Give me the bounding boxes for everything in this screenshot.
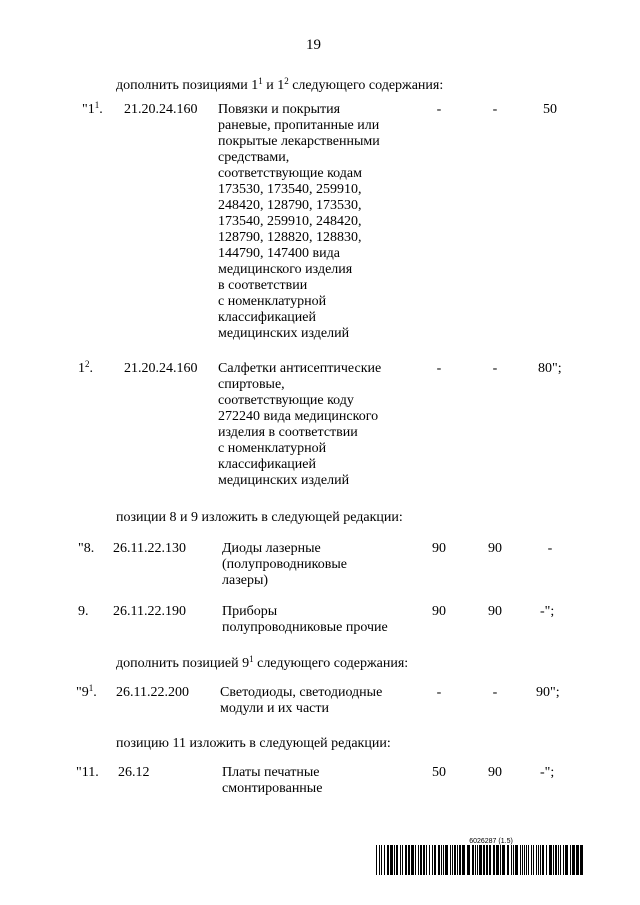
barcode-bar bbox=[555, 845, 557, 875]
row-number: "11. bbox=[76, 765, 99, 780]
barcode-bar bbox=[426, 845, 427, 875]
barcode-bar bbox=[580, 845, 583, 875]
barcode-bar bbox=[570, 845, 571, 875]
barcode-bar bbox=[390, 845, 393, 875]
barcode-bar bbox=[450, 845, 451, 875]
description-line: средствами, bbox=[218, 150, 290, 165]
barcode-bar bbox=[560, 845, 561, 875]
description-line: (полупроводниковые bbox=[222, 557, 347, 572]
description-line: классификацией bbox=[218, 310, 316, 325]
barcode-bar bbox=[489, 845, 491, 875]
barcode-bar bbox=[434, 845, 436, 875]
barcode-bar bbox=[462, 845, 465, 875]
barcode-icon bbox=[376, 845, 586, 875]
description-line: медицинских изделий bbox=[218, 473, 350, 488]
row-value-2: - bbox=[492, 102, 498, 117]
barcode-bar bbox=[542, 845, 544, 875]
description-line: 144790, 147400 вида bbox=[218, 246, 340, 261]
row-code: 26.11.22.190 bbox=[113, 604, 186, 619]
row-value-2: - bbox=[492, 685, 498, 700]
row-code: 26.12 bbox=[118, 765, 150, 780]
row-description bbox=[220, 685, 382, 717]
row-value-2: - bbox=[492, 361, 498, 376]
barcode-bar bbox=[452, 845, 453, 875]
barcode-bar bbox=[576, 845, 579, 875]
description-line: лазеры) bbox=[222, 573, 269, 588]
row-value-2: 90 bbox=[488, 541, 502, 556]
barcode-bar bbox=[531, 845, 532, 875]
row-value-3: -"; bbox=[540, 604, 555, 619]
barcode-bar bbox=[415, 845, 416, 875]
section-intro-position-11: позицию 11 изложить в следующей редакции: bbox=[116, 736, 391, 751]
row-value-1: - bbox=[436, 685, 442, 700]
description-line: раневые, пропитанные или bbox=[218, 118, 380, 133]
row-value-3: -"; bbox=[540, 765, 555, 780]
barcode-bar bbox=[526, 845, 527, 875]
barcode-bar bbox=[486, 845, 488, 875]
barcode-bar bbox=[441, 845, 442, 875]
barcode-bar bbox=[553, 845, 554, 875]
row-number: "$9^1$. bbox=[76, 683, 97, 700]
barcode-bar bbox=[520, 845, 521, 875]
barcode-bar bbox=[408, 845, 410, 875]
description-line: соответствующие коду bbox=[218, 393, 354, 408]
intro-text: и 1 bbox=[262, 78, 285, 93]
barcode-bar bbox=[459, 845, 461, 875]
barcode-bar bbox=[384, 845, 385, 875]
row-value-3: 50 bbox=[543, 102, 557, 117]
document-barcode bbox=[376, 838, 586, 875]
description-line: медицинских изделий bbox=[218, 326, 350, 341]
description-line: Повязки и покрытия bbox=[218, 102, 341, 117]
barcode-bar bbox=[472, 845, 474, 875]
row-description bbox=[218, 102, 380, 342]
description-line: 272240 вида медицинского bbox=[218, 409, 379, 424]
barcode-bar bbox=[558, 845, 559, 875]
barcode-bar bbox=[524, 845, 525, 875]
barcode-bar bbox=[536, 845, 537, 875]
row-description bbox=[222, 765, 322, 797]
barcode-bar bbox=[405, 845, 407, 875]
barcode-bar bbox=[467, 845, 470, 875]
barcode-label: 6026287 (1.5) bbox=[469, 838, 513, 845]
barcode-bar bbox=[387, 845, 389, 875]
superscript: 2 bbox=[284, 76, 289, 86]
row-value-1: 50 bbox=[432, 765, 446, 780]
row-number: "$1^1$. bbox=[82, 100, 103, 117]
barcode-bar bbox=[496, 845, 499, 875]
barcode-bar bbox=[438, 845, 440, 875]
barcode-bar bbox=[457, 845, 458, 875]
barcode-bar bbox=[507, 845, 509, 875]
barcode-bar bbox=[513, 845, 514, 875]
barcode-bar bbox=[493, 845, 495, 875]
row-value-2: 90 bbox=[488, 765, 502, 780]
barcode-bar bbox=[528, 845, 529, 875]
barcode-bar bbox=[546, 845, 547, 875]
barcode-bar bbox=[418, 845, 419, 875]
barcode-bar bbox=[538, 845, 539, 875]
barcode-bar bbox=[420, 845, 422, 875]
section-intro-add-1-1-1-2 bbox=[116, 78, 443, 94]
barcode-bar bbox=[379, 845, 380, 875]
barcode-bar bbox=[477, 845, 478, 875]
row-value-1: 90 bbox=[432, 541, 446, 556]
row-value-3: 90"; bbox=[536, 685, 560, 700]
barcode-bar bbox=[402, 845, 403, 875]
description-line: 173530, 173540, 259910, bbox=[218, 182, 362, 197]
barcode-bar bbox=[396, 845, 398, 875]
barcode-bar bbox=[454, 845, 456, 875]
barcode-bar bbox=[533, 845, 534, 875]
description-line: смонтированные bbox=[222, 781, 323, 796]
barcode-bar bbox=[572, 845, 575, 875]
row-value-3: - bbox=[547, 541, 553, 556]
barcode-bar bbox=[423, 845, 425, 875]
barcode-bar bbox=[483, 845, 485, 875]
barcode-bar bbox=[394, 845, 395, 875]
description-line: Платы печатные bbox=[222, 765, 320, 780]
barcode-bar bbox=[549, 845, 552, 875]
row-value-1: - bbox=[436, 102, 442, 117]
description-line: Светодиоды, светодиодные bbox=[220, 685, 383, 700]
row-value-2: 90 bbox=[488, 604, 502, 619]
row-number: "8. bbox=[78, 541, 95, 556]
description-line: покрытые лекарственными bbox=[218, 134, 380, 149]
row-code: 21.20.24.160 bbox=[124, 361, 198, 376]
section-intro-positions-8-9: позиции 8 и 9 изложить в следующей редакции: bbox=[116, 510, 403, 525]
superscript: 1 bbox=[258, 76, 263, 86]
barcode-bar bbox=[376, 845, 377, 875]
barcode-bar bbox=[432, 845, 433, 875]
description-line: Диоды лазерные bbox=[222, 541, 321, 556]
description-line: изделия в соответствии bbox=[218, 425, 358, 440]
barcode-bar bbox=[475, 845, 476, 875]
intro-text: следующего содержания: bbox=[288, 78, 444, 93]
row-value-1: - bbox=[436, 361, 442, 376]
description-line: в соответствии bbox=[218, 278, 308, 293]
row-code: 26.11.22.200 bbox=[116, 685, 189, 700]
barcode-bar bbox=[500, 845, 501, 875]
barcode-bar bbox=[429, 845, 430, 875]
row-description bbox=[222, 604, 388, 636]
description-line: Приборы bbox=[222, 604, 278, 619]
barcode-bar bbox=[479, 845, 482, 875]
description-line: 173540, 259910, 248420, bbox=[218, 214, 362, 229]
description-line: с номенклатурной bbox=[218, 441, 327, 456]
barcode-bar bbox=[511, 845, 512, 875]
row-number: $1^2$. bbox=[78, 359, 93, 376]
description-line: с номенклатурной bbox=[218, 294, 327, 309]
row-number: 9. bbox=[78, 604, 89, 619]
barcode-bar bbox=[400, 845, 401, 875]
barcode-bar bbox=[515, 845, 518, 875]
description-line: модули и их части bbox=[220, 701, 330, 716]
description-line: полупроводниковые прочие bbox=[222, 620, 388, 635]
row-code: 21.20.24.160 bbox=[124, 102, 198, 117]
row-code: 26.11.22.130 bbox=[113, 541, 186, 556]
row-description bbox=[218, 361, 381, 489]
description-line: медицинского изделия bbox=[218, 262, 353, 277]
description-line: 248420, 128790, 173530, bbox=[218, 198, 362, 213]
barcode-bar bbox=[565, 845, 568, 875]
description-line: классификацией bbox=[218, 457, 316, 472]
row-value-3: 80"; bbox=[538, 361, 562, 376]
barcode-bar bbox=[411, 845, 414, 875]
barcode-bar bbox=[445, 845, 448, 875]
page-number: 19 bbox=[306, 37, 321, 53]
barcode-bar bbox=[563, 845, 564, 875]
barcode-bar bbox=[540, 845, 541, 875]
barcode-bar bbox=[522, 845, 523, 875]
barcode-bar bbox=[443, 845, 444, 875]
description-line: 128790, 128820, 128830, bbox=[218, 230, 362, 245]
row-description bbox=[222, 541, 347, 589]
description-line: Салфетки антисептические bbox=[218, 361, 382, 376]
barcode-bar bbox=[381, 845, 382, 875]
intro-text: дополнить позициями 1 bbox=[116, 78, 259, 93]
description-line: соответствующие кодам bbox=[218, 166, 362, 181]
row-value-1: 90 bbox=[432, 604, 446, 619]
section-intro-add-9-1: дополнить позицией $9^1$ следующего содержания: bbox=[116, 654, 409, 671]
description-line: спиртовые, bbox=[218, 377, 285, 392]
barcode-bar bbox=[502, 845, 505, 875]
